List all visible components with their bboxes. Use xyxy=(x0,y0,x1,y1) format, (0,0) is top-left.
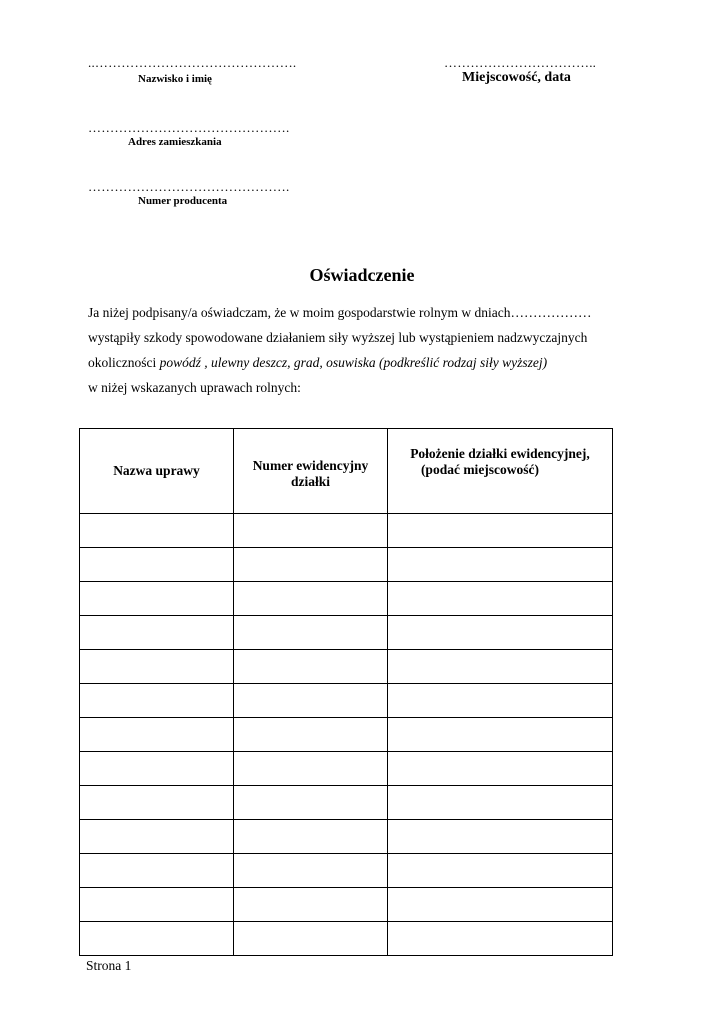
table-cell[interactable] xyxy=(234,718,388,752)
col-header-parcel-number xyxy=(234,429,388,514)
table-cell[interactable] xyxy=(80,854,234,888)
table-row xyxy=(80,922,613,956)
table-cell[interactable] xyxy=(234,616,388,650)
table-cell[interactable] xyxy=(388,548,613,582)
table-row xyxy=(80,616,613,650)
address-label: Adres zamieszkania xyxy=(128,136,222,148)
table-row xyxy=(80,548,613,582)
table-cell[interactable] xyxy=(80,786,234,820)
table-row xyxy=(80,684,613,718)
statement-line-1: Ja niżej podpisany/a oświadczam, że w moim gospodarstwie rolnym w dniach……………… xyxy=(88,305,592,320)
table-cell[interactable] xyxy=(388,888,613,922)
table-row xyxy=(80,786,613,820)
table-row xyxy=(80,854,613,888)
table-cell[interactable] xyxy=(388,616,613,650)
table-cell[interactable] xyxy=(234,582,388,616)
table-cell[interactable] xyxy=(80,684,234,718)
col-header-parcel-number-line1: Numer ewidencyjny xyxy=(252,458,369,473)
table-cell[interactable] xyxy=(234,854,388,888)
table-cell[interactable] xyxy=(80,922,234,956)
statement-line-2: wystąpiły szkody spowodowane działaniem siły wyższej lub wystąpieniem nadzwyczajnych xyxy=(88,330,588,345)
table-cell[interactable] xyxy=(234,752,388,786)
table-cell[interactable] xyxy=(234,922,388,956)
table-cell[interactable] xyxy=(388,922,613,956)
col-header-parcel-location-line1: Położenie działki ewidencyjnej, xyxy=(410,446,590,461)
document-title: Oświadczenie xyxy=(309,265,415,285)
producer-number-label: Numer producenta xyxy=(138,195,228,207)
table-row xyxy=(80,582,613,616)
table-row xyxy=(80,888,613,922)
statement-line-3 xyxy=(88,355,547,371)
col-header-parcel-number-line2: działki xyxy=(290,474,330,489)
table-cell[interactable] xyxy=(388,650,613,684)
statement-line-3-italic: powódź , ulewny deszcz, grad, osuwiska (podkreślić rodzaj siły wyższej) xyxy=(159,355,548,370)
table-row xyxy=(80,752,613,786)
table-cell[interactable] xyxy=(234,820,388,854)
table-cell[interactable] xyxy=(80,616,234,650)
table-row xyxy=(80,820,613,854)
crops-table xyxy=(79,428,613,956)
table-cell[interactable] xyxy=(80,718,234,752)
table-cell[interactable] xyxy=(234,888,388,922)
table-header-row xyxy=(80,429,613,514)
col-header-parcel-location-line2: (podać miejscowość) xyxy=(420,462,540,477)
table-cell[interactable] xyxy=(234,514,388,548)
place-date-dots-line: …………………………….. xyxy=(444,55,597,70)
statement-line-3-plain: okoliczności xyxy=(88,355,160,370)
table-cell[interactable] xyxy=(234,786,388,820)
col-header-parcel-location xyxy=(388,429,613,514)
table-cell[interactable] xyxy=(234,650,388,684)
table-cell[interactable] xyxy=(80,888,234,922)
address-dots-line: ………………………………………. xyxy=(88,120,290,135)
table-cell[interactable] xyxy=(80,582,234,616)
table-cell[interactable] xyxy=(388,786,613,820)
table-cell[interactable] xyxy=(388,854,613,888)
place-date-label: Miejscowość, data xyxy=(462,70,571,85)
table-cell[interactable] xyxy=(388,718,613,752)
table-cell[interactable] xyxy=(388,514,613,548)
producer-dots-line: ………………………………………. xyxy=(88,179,290,194)
table-cell[interactable] xyxy=(80,514,234,548)
table-cell[interactable] xyxy=(234,548,388,582)
table-cell[interactable] xyxy=(80,752,234,786)
table-cell[interactable] xyxy=(80,820,234,854)
col-header-crop-name: Nazwa uprawy xyxy=(80,429,234,514)
table-cell[interactable] xyxy=(388,820,613,854)
statement-line-4: w niżej wskazanych uprawach rolnych: xyxy=(88,380,301,395)
page-number: Strona 1 xyxy=(86,958,132,973)
table-cell[interactable] xyxy=(388,752,613,786)
table-cell[interactable] xyxy=(80,650,234,684)
table-row xyxy=(80,650,613,684)
name-label: Nazwisko i imię xyxy=(138,73,212,85)
name-dots-line: ..………………………………………. xyxy=(88,55,297,70)
table-cell[interactable] xyxy=(80,548,234,582)
table-row xyxy=(80,514,613,548)
table-cell[interactable] xyxy=(388,582,613,616)
table-cell[interactable] xyxy=(388,684,613,718)
table-row xyxy=(80,718,613,752)
table-cell[interactable] xyxy=(234,684,388,718)
